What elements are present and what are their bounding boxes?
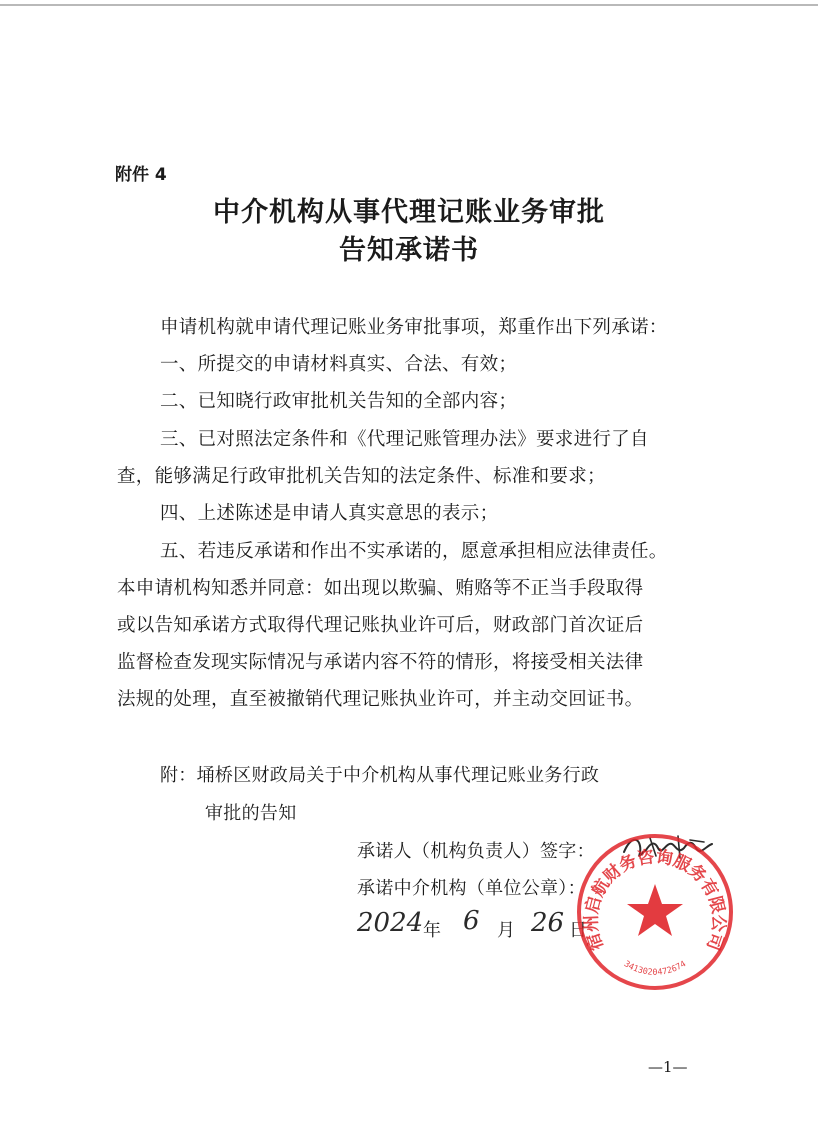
body-item-4: 四、上述陈述是申请人真实意思的表示； [160, 503, 499, 524]
body-item-1: 一、所提交的申请材料真实、合法、有效； [160, 354, 518, 375]
body-consent-line-2: 或以告知承诺方式取得代理记账执业许可后，财政部门首次证后 [117, 615, 644, 636]
body-consent-line-4: 法规的处理，直至被撤销代理记账执业许可，并主动交回证书。 [117, 689, 644, 710]
date-month: 6 [463, 906, 480, 936]
seal-company-name: 宿州启航财务咨询服务有限公司 [581, 847, 729, 953]
scan-top-edge [0, 4, 818, 6]
attachment-label: 附件 4 [115, 165, 167, 185]
date-month-unit: 月 [497, 920, 515, 941]
document-subtitle: 告知承诺书 [339, 235, 479, 266]
date-day-unit: 日 [569, 920, 587, 941]
annex-line-2: 审批的告知 [205, 803, 297, 824]
body-item-3-cont: 查，能够满足行政审批机关告知的法定条件、标准和要求； [117, 466, 606, 487]
seal-registration-number: 3413020472674 [621, 959, 689, 978]
date-day: 26 [531, 908, 565, 938]
annex-line-1: 附：埇桥区财政局关于中介机构从事代理记账业务行政 [160, 765, 600, 786]
body-consent-line-3: 监督检查发现实际情况与承诺内容不符的情形，将接受相关法律 [117, 652, 644, 673]
date-year: 2024 [357, 908, 424, 938]
institution-seal-label: 承诺中介机构（单位公章）： [357, 878, 586, 899]
body-item-3: 三、已对照法定条件和《代理记账管理办法》要求进行了自 [160, 429, 649, 450]
document-title: 中介机构从事代理记账业务审批 [213, 197, 605, 228]
body-paragraph-intro: 申请机构就申请代理记账业务审批事项，郑重作出下列承诺： [160, 317, 668, 338]
body-consent-line-1: 本申请机构知悉并同意：如出现以欺骗、贿赂等不正当手段取得 [117, 578, 644, 599]
signer-label: 承诺人（机构负责人）签字： [357, 841, 595, 862]
company-seal [575, 832, 735, 992]
seal-star-icon [627, 884, 683, 936]
body-item-5: 五、若违反承诺和作出不实承诺的，愿意承担相应法律责任。 [160, 541, 668, 562]
page-number: —1— [648, 1058, 688, 1076]
body-item-2: 二、已知晓行政审批机关告知的全部内容； [160, 391, 518, 412]
date-year-unit: 年 [423, 920, 441, 941]
